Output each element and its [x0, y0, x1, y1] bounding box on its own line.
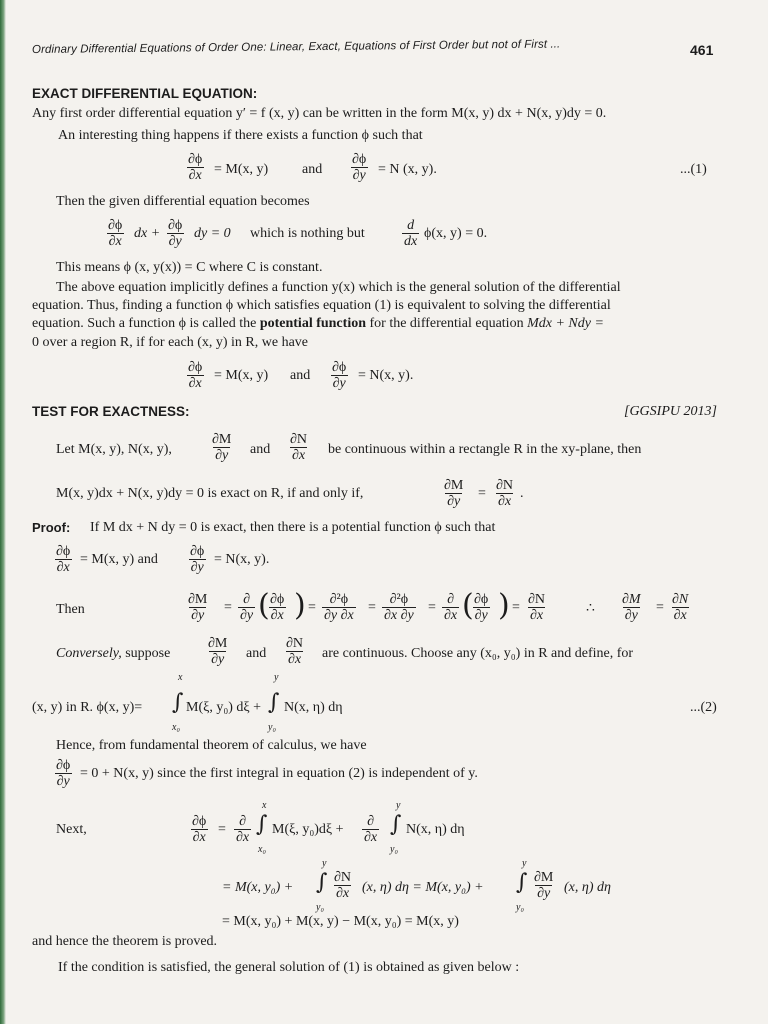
fraction-chain-8: $\frac{\partial N}{\partial x}$ — [528, 592, 546, 623]
fraction-dphi-dy-2: $\frac{\partial\phi}{\partial y}$ — [168, 218, 183, 249]
eq2-n: = N(x, y). — [358, 368, 414, 383]
fraction-conv-dn: $\frac{\partial N}{\partial x}$ — [286, 636, 304, 667]
exact-end: . — [520, 486, 524, 501]
integral-sign-6: ∫ — [516, 870, 528, 895]
eq1-and: and — [302, 162, 323, 177]
fraction-dphi-dy: $\frac{\partial\phi}{\partial y}$ — [352, 152, 367, 183]
proof-p1: If M dx + N dy = 0 is exact, then there is a potential function ϕ such that — [90, 520, 496, 535]
fraction-d-dx: $\frac{d}{dx}$ — [404, 218, 418, 249]
line2-b: (x, η) dη = M(x, y₀) + — [362, 880, 484, 895]
def-phi-m: M(ξ, y₀) dξ + — [186, 700, 262, 715]
running-header: Ordinary Differential Equations of Order One: Linear, Exact, Equations of First Order but not of First ... — [31, 38, 561, 56]
paragraph-5-line-2: equation. Thus, finding a function ϕ which satisfies equation (1) is equivalent to solving the differential — [32, 298, 611, 313]
line2-limit-y-2: y — [522, 858, 527, 869]
fraction-dm-dy: $\frac{\partial M}{\partial y}$ — [212, 432, 232, 463]
next-limit-y0: y₀ — [390, 844, 398, 855]
fraction-chain-9: $\frac{\partial M}{\partial y}$ — [622, 592, 641, 623]
chain-eq-4: = — [428, 600, 436, 615]
paragraph-4: This means ϕ (x, y(x)) = C where C is constant. — [56, 260, 323, 275]
eq1-n: = N (x, y). — [378, 162, 437, 177]
term-potential-function: potential function — [259, 316, 366, 331]
paragraph-5-line-1: The above equation implicitly defines a function y(x) which is the general solution of the differential — [56, 280, 621, 295]
def-tag: ...(2) — [690, 700, 717, 715]
integral-sign-1: ∫ — [172, 690, 184, 715]
fraction-dphi-dx: $\frac{\partial\phi}{\partial x}$ — [188, 152, 203, 183]
fraction-dn-dx-2: $\frac{\partial N}{\partial x}$ — [496, 478, 514, 509]
next-limit-y: y — [396, 800, 401, 811]
next-eq: = — [218, 822, 226, 837]
fraction-dm-dy-2: $\frac{\partial M}{\partial y}$ — [444, 478, 464, 509]
fraction-chain-5: $\frac{\text{∂²ϕ}}{\partial x \partial y}$ — [384, 592, 414, 623]
fraction-chain-7: $\frac{\partial\phi}{\partial y}$ — [474, 592, 489, 623]
integral-sign-4: ∫ — [390, 812, 402, 837]
line2-a: = M(x, y₀) + — [222, 880, 294, 895]
then-label: Then — [56, 602, 85, 617]
eq1-m: = M(x, y) — [214, 162, 269, 177]
fraction-chain-10: $\frac{\partial N}{\partial x}$ — [672, 592, 689, 623]
fraction-dphi-dx-3: $\frac{\partial\phi}{\partial x}$ — [188, 360, 203, 391]
next-n: N(x, η) dη — [406, 822, 465, 837]
fraction-dphi-dx-4: $\frac{\partial\phi}{\partial x}$ — [56, 544, 71, 575]
chain-eq-3: = — [368, 600, 376, 615]
integral-sign-2: ∫ — [268, 690, 280, 715]
conversely-line: Conversely, suppose — [56, 646, 171, 661]
eq2-m: = M(x, y) — [214, 368, 269, 383]
fraction-chain-1: $\frac{\partial M}{\partial y}$ — [188, 592, 208, 623]
conv-and: and — [246, 646, 267, 661]
let-text-b: be continuous within a rectangle R in the xy-plane, then — [328, 442, 642, 457]
fraction-dphi-dy-3: $\frac{\partial\phi}{\partial y}$ — [332, 360, 347, 391]
line2-limit-y-1: y — [322, 858, 327, 869]
fraction-dphi-dx-2: $\frac{\partial\phi}{\partial x}$ — [108, 218, 123, 249]
fraction-next-2: ∂ ∂x — [236, 814, 250, 845]
line2-c: (x, η) dη — [564, 880, 611, 895]
next-limit-x0: x₀ — [258, 844, 266, 855]
proof-eq-b: = N(x, y). — [214, 552, 270, 567]
chain-eq-6: = — [656, 600, 664, 615]
fraction-chain-4: $\frac{\text{∂²ϕ}}{\partial y \partial x}$ — [324, 592, 354, 623]
exact-eq-sign: = — [478, 486, 486, 501]
chain-eq-5: = — [512, 600, 520, 615]
chain-eq-1: = — [224, 600, 232, 615]
line2-limit-y0-1: y₀ — [316, 902, 324, 913]
paren-close-1: ) — [294, 588, 306, 623]
section-title-test: TEST FOR EXACTNESS: — [32, 404, 190, 419]
hence-line: Hence, from fundamental theorem of calculus, we have — [56, 738, 367, 753]
dphi-dy-line: = 0 + N(x, y) since the first integral in equation (2) is independent of y. — [80, 766, 478, 781]
paragraph-1: Any first order differential equation y′ = f (x, y) can be written in the form M(x, y) dx + N(x, y)dy = 0. — [32, 106, 607, 121]
paragraph-2: An interesting thing happens if there exists a function ϕ such that — [58, 128, 423, 143]
last-line: If the condition is satisfied, the general solution of (1) is obtained as given below : — [58, 960, 520, 975]
fraction-dphi-dy-4: $\frac{\partial\phi}{\partial y}$ — [190, 544, 205, 575]
proof-label: Proof: — [32, 520, 71, 535]
limit-x-upper: x — [178, 672, 183, 683]
def-phi-a: (x, y) in R. ϕ(x, y)= — [32, 700, 143, 715]
limit-y0-lower: y₀ — [268, 722, 276, 733]
let-text-a: Let M(x, y), N(x, y), — [56, 442, 172, 457]
line2-limit-y0-2: y₀ — [516, 902, 524, 913]
eq-dx: dx + — [134, 226, 161, 241]
paren-open-1: ( — [258, 588, 270, 623]
therefore-symbol: ∴ — [586, 601, 595, 616]
paragraph-5-line-3: equation. Such a function ϕ is called the potential function for the differential equation Mdx + Ndy = — [32, 316, 604, 331]
conv-rest: are continuous. Choose any (x₀, y₀) in R and define, for — [322, 646, 634, 661]
section-title-exact: EXACT DIFFERENTIAL EQUATION: — [32, 86, 258, 101]
page-number: 461 — [690, 42, 714, 58]
fraction-chain-2: ∂ ∂y — [240, 592, 254, 623]
paren-close-2: ) — [498, 588, 510, 623]
fraction-dn-dx: $\frac{\partial N}{\partial x}$ — [290, 432, 308, 463]
next-m: M(ξ, y₀)dξ + — [272, 822, 344, 837]
fraction-line2-dm: $\frac{\partial M}{\partial y}$ — [534, 870, 554, 901]
proof-eq-a: = M(x, y) and — [80, 552, 158, 567]
fraction-dphi-dy-5: $\frac{\partial\phi}{\partial y}$ — [56, 758, 71, 789]
let-and: and — [250, 442, 271, 457]
eq-dy: dy = 0 — [194, 226, 231, 241]
exact-condition: M(x, y)dx + N(x, y)dy = 0 is exact on R, if and only if, — [56, 486, 364, 501]
fraction-conv-dm: $\frac{\partial M}{\partial y}$ — [208, 636, 228, 667]
chain-eq-2: = — [308, 600, 316, 615]
eq1-tag: ...(1) — [680, 162, 707, 177]
integral-sign-5: ∫ — [316, 870, 328, 895]
fraction-next-1: $\frac{\partial\phi}{\partial x}$ — [192, 814, 207, 845]
limit-x0-lower: x₀ — [172, 722, 180, 733]
eq2-and: and — [290, 368, 311, 383]
next-label: Next, — [56, 822, 87, 837]
next-limit-x: x — [262, 800, 267, 811]
paragraph-5-line-4: 0 over a region R, if for each (x, y) in R, we have — [32, 335, 309, 350]
page-edge — [0, 0, 6, 1024]
conclusion: and hence the theorem is proved. — [32, 934, 218, 949]
integral-sign-3: ∫ — [256, 812, 268, 837]
citation: [GGSIPU 2013] — [624, 404, 717, 419]
def-phi-n: N(x, η) dη — [284, 700, 343, 715]
fraction-line2-dn: $\frac{\partial N}{\partial x}$ — [334, 870, 352, 901]
line3: = M(x, y₀) + M(x, y) − M(x, y₀) = M(x, y) — [222, 914, 459, 929]
fraction-chain-6: ∂ ∂x — [444, 592, 458, 623]
eq-phi: ϕ(x, y) = 0. — [424, 226, 488, 241]
paragraph-3: Then the given differential equation becomes — [56, 194, 310, 209]
fraction-chain-3: $\frac{\partial\phi}{\partial x}$ — [270, 592, 285, 623]
paren-open-2: ( — [462, 588, 474, 623]
eq-which: which is nothing but — [250, 226, 365, 241]
limit-y-upper: y — [274, 672, 279, 683]
fraction-next-3: ∂ ∂x — [364, 814, 378, 845]
